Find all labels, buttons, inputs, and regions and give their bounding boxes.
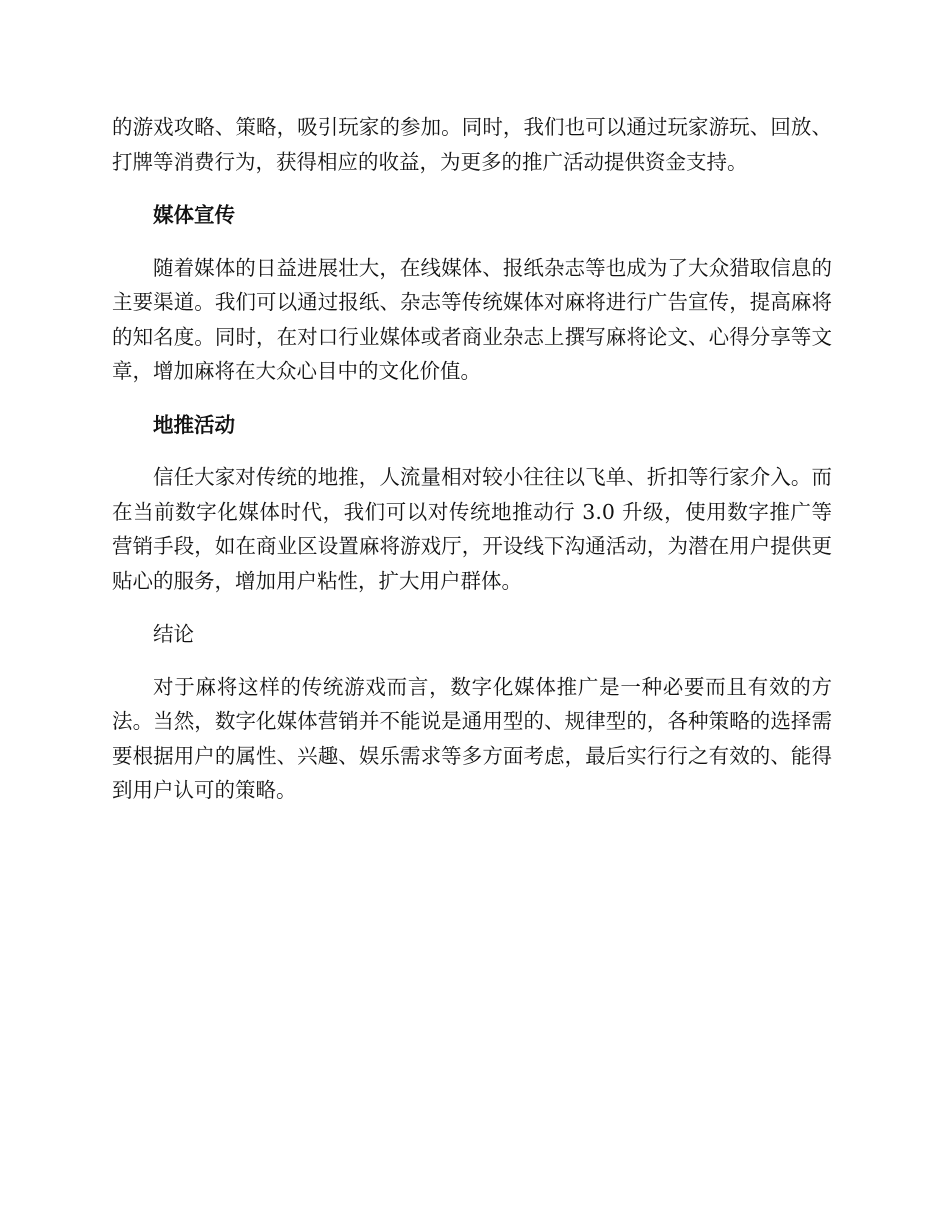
document-page xyxy=(112,110,832,808)
section-heading-conclusion: 结论 xyxy=(153,622,194,646)
paragraph-ground-promotion: 信任大家对传统的地推，人流量相对较小往往以飞单、折扣等行家介入。而在当前数字化媒体时代，我们可以对传统地推动行 3.0 升级，使用数字推广等营销手段，如在商业区设置麻将游戏厅，开设线下沟通活动，为潜在用户提供更贴心的服务，增加用户粘性，扩大用户群体。 xyxy=(112,465,832,593)
paragraph-continued: 的游戏攻略、策略，吸引玩家的参加。同时，我们也可以通过玩家游玩、回放、打牌等消费行为，获得相应的收益，为更多的推广活动提供资金支持。 xyxy=(112,115,832,174)
paragraph-conclusion: 对于麻将这样的传统游戏而言，数字化媒体推广是一种必要而且有效的方法。当然，数字化媒体营销并不能说是通用型的、规律型的，各种策略的选择需要根据用户的属性、兴趣、娱乐需求等多方面考虑，最后实行行之有效的、能得到用户认可的策略。 xyxy=(112,674,832,802)
paragraph-media: 随着媒体的日益进展壮大，在线媒体、报纸杂志等也成为了大众猎取信息的主要渠道。我们可以通过报纸、杂志等传统媒体对麻将进行广告宣传，提高麻将的知名度。同时，在对口行业媒体或者商业杂志上撰写麻将论文、心得分享等文章，增加麻将在大众心目中的文化价值。 xyxy=(112,255,832,383)
section-heading-ground-promotion: 地推活动 xyxy=(153,412,235,437)
section-heading-media: 媒体宣传 xyxy=(153,203,235,227)
